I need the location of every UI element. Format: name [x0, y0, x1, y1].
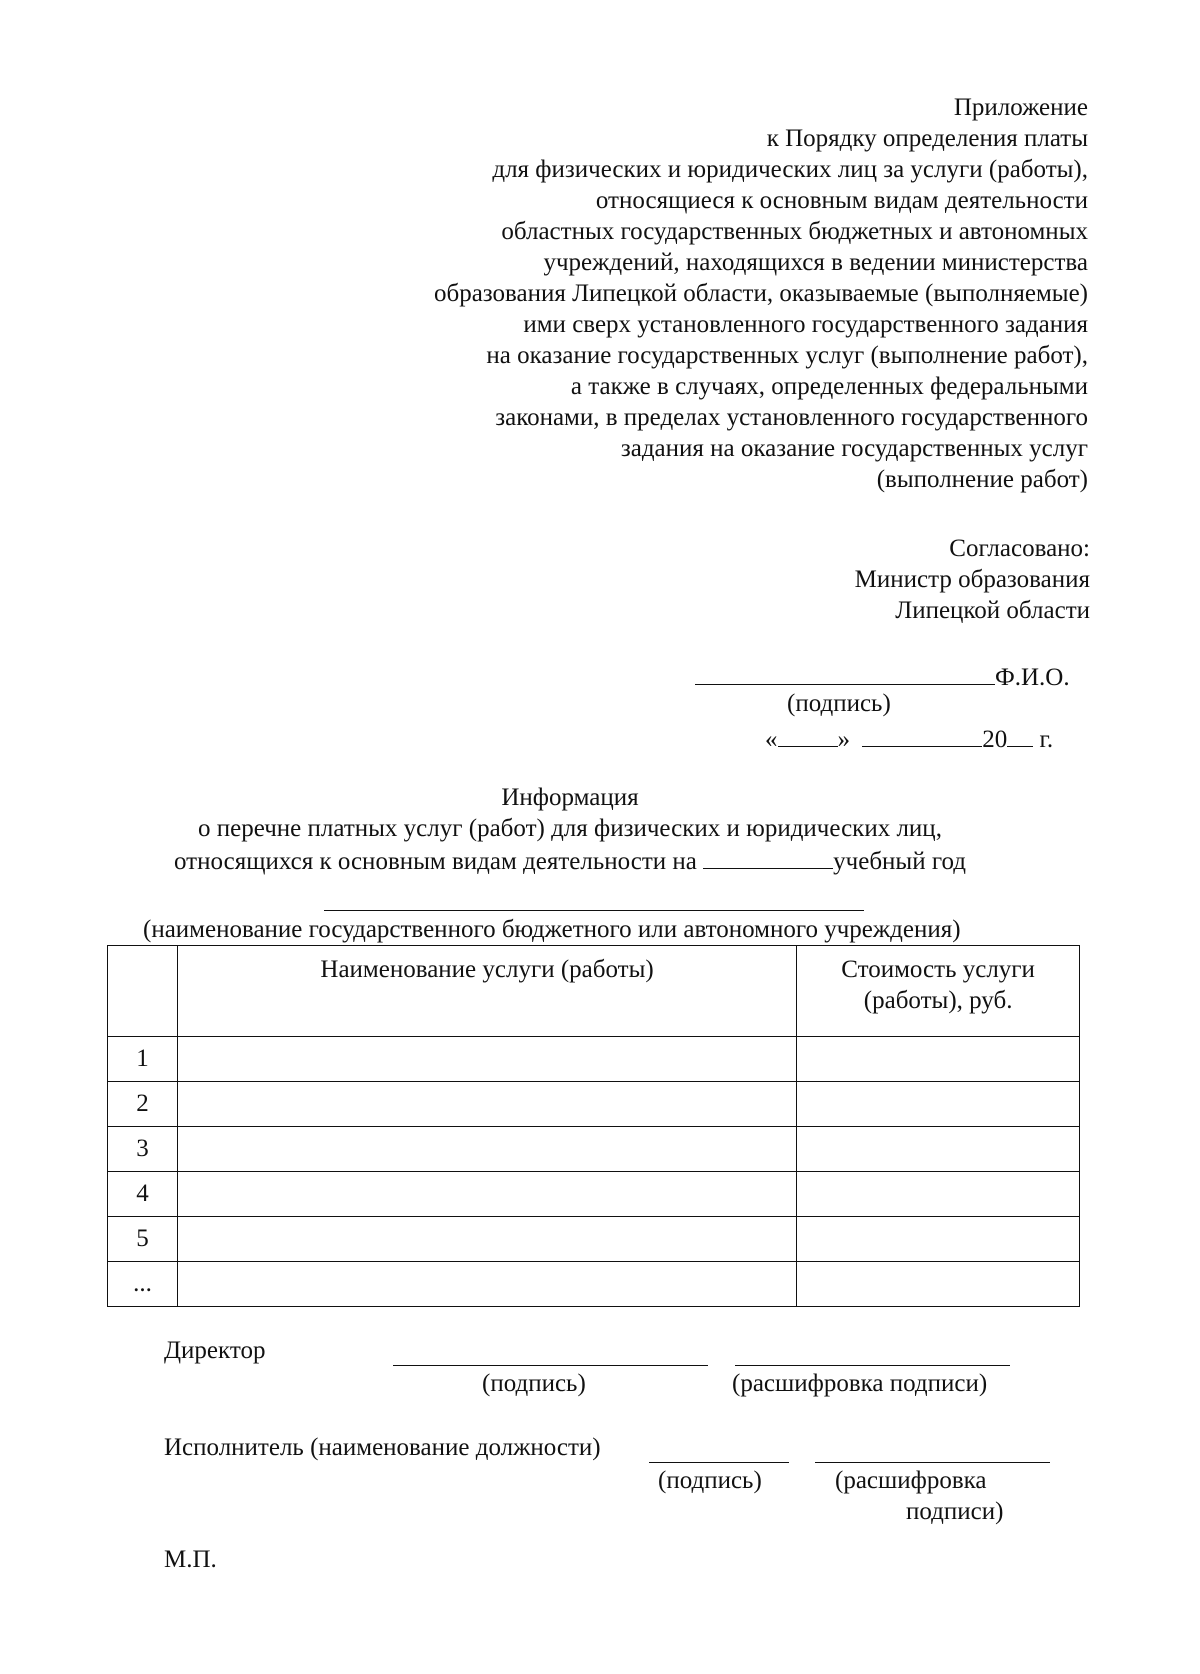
row-number: ... [108, 1262, 178, 1307]
row-service-cost [797, 1262, 1080, 1307]
header-number-cell [108, 946, 178, 1037]
row-number: 3 [108, 1127, 178, 1172]
stamp-place: М.П. [164, 1546, 217, 1573]
row-service-cost [797, 1037, 1080, 1082]
row-service-cost [797, 1127, 1080, 1172]
approval-agreed: Согласовано: [949, 535, 1090, 562]
row-number: 5 [108, 1217, 178, 1262]
row-service-name [177, 1262, 796, 1307]
row-number: 4 [108, 1172, 178, 1217]
header-cost-line-2: (работы), руб. [863, 987, 1013, 1014]
appendix-line: областных государственных бюджетных и автономных [501, 218, 1088, 245]
row-service-cost [797, 1217, 1080, 1262]
appendix-line: на оказание государственных услуг (выполнение работ), [486, 342, 1088, 369]
date-year-line [1007, 722, 1033, 747]
institution-caption: (наименование государственного бюджетного или автономного учреждения) [143, 916, 961, 943]
executor-signature-line [649, 1434, 789, 1463]
approval-region: Липецкой области [895, 597, 1090, 624]
info-line-2-prefix: относящихся к основным видам деятельности на [174, 848, 697, 875]
date-day-line [778, 722, 838, 747]
info-line-1: о перечне платных услуг (работ) для физических и юридических лиц, [198, 815, 942, 842]
table-row [108, 1217, 1080, 1262]
info-heading: Информация [501, 784, 639, 811]
header-cost-cell [797, 946, 1080, 1037]
info-line-2 [0, 844, 1140, 877]
institution-name-line [324, 880, 864, 911]
minister-signature-caption: (подпись) [787, 690, 891, 717]
table-row [108, 1037, 1080, 1082]
executor-decode-caption-1: (расшифровка [835, 1467, 987, 1494]
executor-label: Исполнитель (наименование должности) [164, 1434, 601, 1461]
table-row [108, 1172, 1080, 1217]
approval-block [855, 533, 1090, 626]
row-service-cost [797, 1172, 1080, 1217]
executor-decode-caption-2: подписи) [906, 1498, 1004, 1525]
executor-sign-caption: (подпись) [658, 1467, 762, 1494]
appendix-line: задания на оказание государственных услуг [620, 435, 1088, 462]
table-header-row [108, 946, 1080, 1037]
date-month-line [862, 722, 982, 747]
appendix-line: (выполнение работ) [876, 466, 1088, 493]
row-service-name [177, 1217, 796, 1262]
appendix-line: ими сверх установленного государственного задания [523, 311, 1088, 338]
director-decode-caption: (расшифровка подписи) [732, 1370, 988, 1397]
row-service-name [177, 1172, 796, 1217]
row-number: 2 [108, 1082, 178, 1127]
table-row [108, 1082, 1080, 1127]
row-number: 1 [108, 1037, 178, 1082]
approval-date-row [765, 722, 1053, 754]
director-sign-caption: (подпись) [482, 1370, 586, 1397]
row-service-name [177, 1037, 796, 1082]
info-line-2-suffix: учебный год [833, 848, 966, 875]
appendix-line: законами, в пределах установленного государственного [495, 404, 1088, 431]
appendix-line: учреждений, находящихся в ведении министерства [543, 249, 1088, 276]
date-year-prefix: 20 [982, 726, 1008, 753]
appendix-header [434, 92, 1088, 495]
approval-position: Министр образования [854, 566, 1090, 593]
minister-fio: Ф.И.О. [995, 664, 1070, 691]
header-cost-line-1: Стоимость услуги [841, 956, 1035, 983]
appendix-line: относящиеся к основным видам деятельности [595, 187, 1088, 214]
services-table [107, 945, 1080, 1307]
date-year-suffix: г. [1039, 726, 1054, 753]
date-open-quote: « [765, 726, 778, 753]
director-decode-line [735, 1337, 1010, 1366]
appendix-line: Приложение [953, 94, 1088, 121]
row-service-name [177, 1082, 796, 1127]
date-close-quote: » [837, 726, 850, 753]
appendix-line: а также в случаях, определенных федеральными [570, 373, 1088, 400]
table-row [108, 1262, 1080, 1307]
executor-decode-line [815, 1434, 1050, 1463]
minister-signature-row [695, 660, 1070, 692]
appendix-line: образования Липецкой области, оказываемые (выполняемые) [433, 280, 1088, 307]
director-label: Директор [164, 1337, 266, 1364]
academic-year-line [703, 844, 833, 869]
appendix-line: к Порядку определения платы [766, 125, 1088, 152]
table-row [108, 1127, 1080, 1172]
minister-signature-line [695, 660, 995, 685]
appendix-line: для физических и юридических лиц за услуги (работы), [492, 156, 1088, 183]
header-name-cell: Наименование услуги (работы) [177, 946, 796, 1037]
row-service-cost [797, 1082, 1080, 1127]
row-service-name [177, 1127, 796, 1172]
director-signature-line [393, 1337, 708, 1366]
